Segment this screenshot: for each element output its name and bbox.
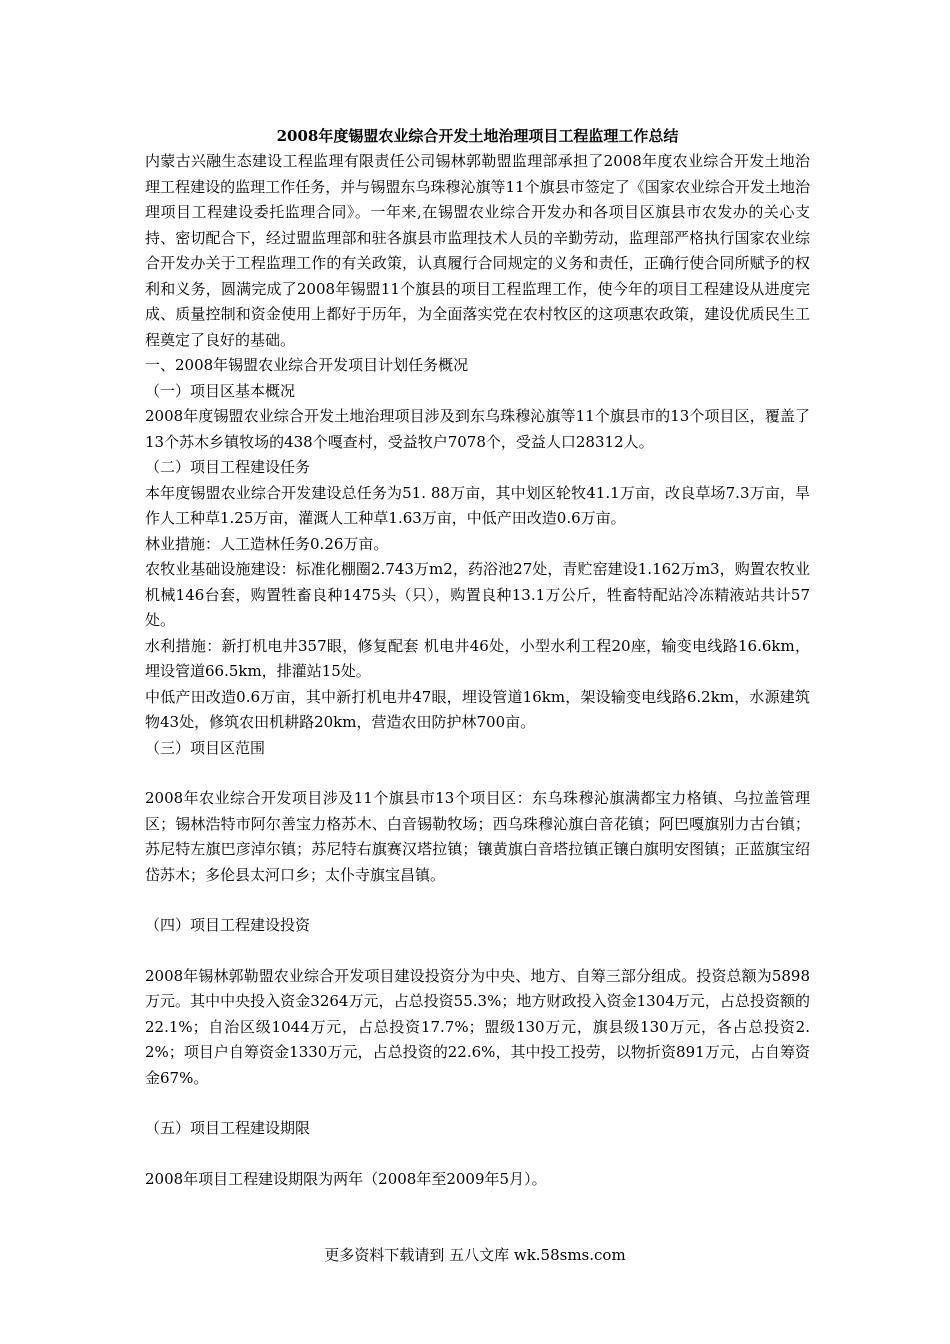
- section-1-heading: 一、2008年锡盟农业综合开发项目计划任务概况: [145, 356, 469, 374]
- subsection-2-text-forestry: 林业措施：人工造林任务0.26万亩。: [145, 534, 389, 553]
- intro-paragraph: 内蒙古兴融生态建设工程监理有限责任公司锡林郭勒盟监理部承担了2008年度农业综合开发土地治理工程建设的监理工作任务，并与锡盟东乌珠穆沁旗等11个旗县市签定了《国家农业综合开发土地治理项目工程建设委托监理合同》。一年来,在锡盟农业综合开发办和各项目区旗县市农发办的关心支持、密切配合下，经过盟监理部和驻各旗县市监理技术人员的辛勤劳动，监理部严格执行国家农业综合开发办关于工程监理工作的有关政策，认真履行合同规定的义务和责任，正确行使合同所赋予的权利和义务，圆满完成了2008年锡盟11个旗县的项目工程监理工作，使今年的项目工程建设从进度完成、质量控制和资金使用上都好于历年，为全面落实党在农村牧区的这项惠农政策，建设优质民生工程奠定了良好的基础。: [145, 152, 810, 349]
- document-page: [145, 124, 810, 1192]
- subsection-2-heading: （二）项目工程建设任务: [145, 458, 311, 476]
- spacer: [145, 939, 810, 964]
- subsection-4-text: 2008年锡林郭勒盟农业综合开发项目建设投资分为中央、地方、自筹三部分组成。投资总额为5898万元。其中中央投入资金3264万元，占总投资55.3%；地方财政投入资金1304万元，占总投资额的22.1%；自治区级1044万元，占总投资17.7%；盟级130万元，旗县级130万元，各占总投资2.2%；项目户自筹资金1330万元，占总投资的22.6%，其中投工投劳，以物折资891万元，占自筹资金67%。: [145, 966, 810, 1087]
- spacer: [145, 761, 810, 786]
- subsection-3-heading: （三）项目区范围: [145, 738, 266, 757]
- subsection-5-text: 2008年项目工程建设期限为两年（2008年至2009年5月）。: [145, 1169, 547, 1188]
- subsection-3-text: 2008年农业综合开发项目涉及11个旗县市13个项目区：东乌珠穆沁旗满都宝力格镇、乌拉盖管理区；锡林浩特市阿尔善宝力格苏木、白音锡勒牧场；西乌珠穆沁旗白音花镇；阿巴嘎旗别力古台镇；苏尼特左旗巴彦淖尔镇；苏尼特右旗赛汉塔拉镇；镶黄旗白音塔拉镇正镶白旗明安图镇；正蓝旗宝绍岱苏木；多伦县太河口乡；太仆寺旗宝昌镇。: [145, 789, 810, 884]
- subsection-2-text-farmland: 中低产田改造0.6万亩，其中新打机电井47眼，埋设管道16km，架设输变电线路6.2km，水源建筑物43处，修筑农田机耕路20km，营造农田防护林700亩。: [145, 687, 810, 731]
- subsection-4-heading: （四）项目工程建设投资: [145, 916, 311, 934]
- spacer: [145, 888, 810, 913]
- document-title: 2008年度锡盟农业综合开发土地治理项目工程监理工作总结: [276, 127, 679, 145]
- footer-download-note: 更多资料下载请到 五八文库 wk.58sms.com: [324, 1246, 626, 1264]
- spacer: [145, 1091, 810, 1116]
- subsection-1-text: 2008年度锡盟农业综合开发土地治理项目涉及到东乌珠穆沁旗等11个旗县市的13个项目区，覆盖了13个苏木乡镇牧场的438个嘎查村，受益牧户7078个，受益人口28312人。: [145, 407, 810, 451]
- subsection-1-heading: （一）项目区基本概况: [145, 381, 296, 400]
- spacer: [145, 1142, 810, 1167]
- subsection-2-text-total: 本年度锡盟农业综合开发建设总任务为51. 88万亩，其中划区轮牧41.1万亩，改良草场7.3万亩，旱作人工种草1.25万亩，灌溉人工种草1.63万亩，中低产田改造0.6万亩。: [145, 483, 810, 527]
- subsection-5-heading: （五）项目工程建设期限: [145, 1119, 311, 1137]
- subsection-2-text-infrastructure: 农牧业基础设施建设：标准化棚圈2.743万m2，药浴池27处，青贮窑建设1.162万m3，购置农牧业机械146台套，购置牲畜良种1475头（只），购置良种13.1万公斤，牲畜特配站冷冻精液站共计57处。: [145, 560, 810, 629]
- subsection-2-text-water: 水利措施：新打机电井357眼，修复配套 机电井46处，小型水利工程20座，输变电线路16.6km，埋设管道66.5km，排灌站15处。: [145, 636, 810, 680]
